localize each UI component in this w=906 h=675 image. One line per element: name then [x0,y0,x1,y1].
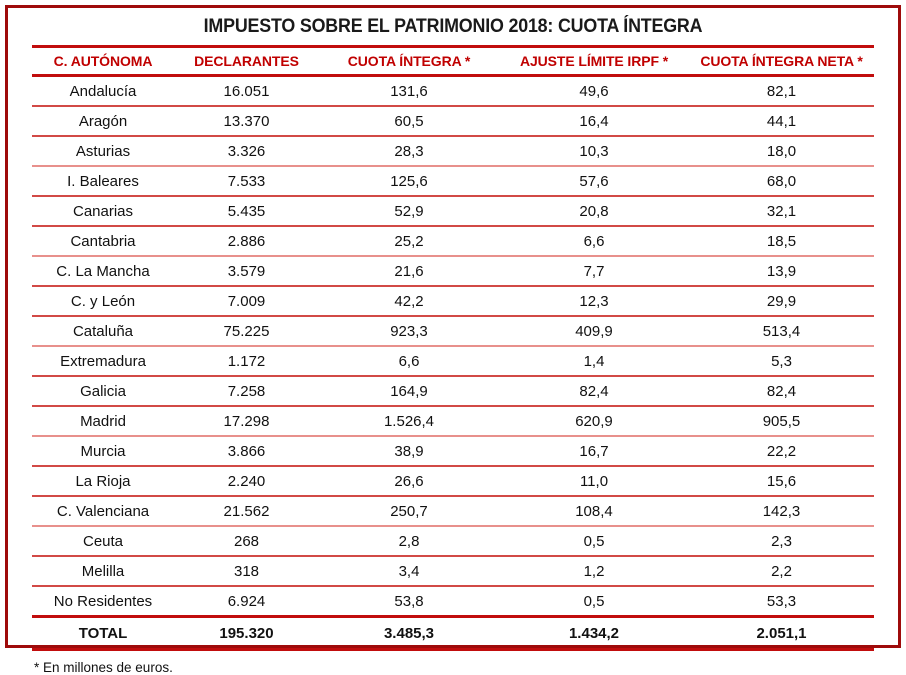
cell-cuota-integra: 164,9 [319,376,499,406]
table-row [32,346,874,376]
cell-cuota-integra-neta: 82,1 [689,76,874,107]
cell-cuota-integra: 250,7 [319,496,499,526]
cell-cuota-integra: 25,2 [319,226,499,256]
cell-cuota-integra-neta: 29,9 [689,286,874,316]
table-row [32,196,874,226]
footnote: * En millones de euros. [34,660,173,675]
cell-ajuste-limite-irpf: 1,4 [499,346,689,376]
data-table [32,45,874,651]
cell-declarantes: 6.924 [174,586,319,617]
table-body [32,76,874,617]
cell-comunidad: Melilla [32,556,174,586]
column-header-cuota-integra-neta: CUOTA ÍNTEGRA NETA * [689,47,874,76]
cell-ajuste-limite-irpf: 409,9 [499,316,689,346]
cell-cuota-integra-neta: 32,1 [689,196,874,226]
cell-comunidad: Extremadura [32,346,174,376]
cell-declarantes: 1.172 [174,346,319,376]
cell-cuota-integra: 60,5 [319,106,499,136]
cell-cuota-integra-neta: 513,4 [689,316,874,346]
cell-cuota-integra-neta: 15,6 [689,466,874,496]
column-header-comunidad: C. AUTÓNOMA [32,47,174,76]
cell-declarantes: 2.240 [174,466,319,496]
cell-declarantes: 21.562 [174,496,319,526]
cell-ajuste-limite-irpf: 620,9 [499,406,689,436]
total-row [32,617,874,650]
cell-ajuste-limite-irpf: 16,7 [499,436,689,466]
cell-ajuste-limite-irpf: 11,0 [499,466,689,496]
cell-ajuste-limite-irpf: 10,3 [499,136,689,166]
column-header-declarantes: DECLARANTES [174,47,319,76]
cell-cuota-integra: 3,4 [319,556,499,586]
cell-cuota-integra: 2,8 [319,526,499,556]
cell-declarantes: 3.579 [174,256,319,286]
table-row [32,436,874,466]
cell-cuota-integra-neta: 53,3 [689,586,874,617]
cell-cuota-integra: 1.526,4 [319,406,499,436]
cell-cuota-integra-neta: 2,3 [689,526,874,556]
cell-declarantes: 17.298 [174,406,319,436]
cell-comunidad: Aragón [32,106,174,136]
cell-cuota-integra: 26,6 [319,466,499,496]
cell-cuota-integra: 131,6 [319,76,499,107]
cell-declarantes: 13.370 [174,106,319,136]
table-row [32,406,874,436]
cell-cuota-integra-neta: 18,0 [689,136,874,166]
cell-cuota-integra-neta: 82,4 [689,376,874,406]
table-row [32,526,874,556]
cell-ajuste-limite-irpf: 12,3 [499,286,689,316]
cell-cuota-integra-neta: 905,5 [689,406,874,436]
cell-cuota-integra-neta: 2,2 [689,556,874,586]
total-label: TOTAL [32,617,174,650]
cell-comunidad: Asturias [32,136,174,166]
cell-declarantes: 16.051 [174,76,319,107]
cell-ajuste-limite-irpf: 108,4 [499,496,689,526]
cell-declarantes: 2.886 [174,226,319,256]
cell-comunidad: La Rioja [32,466,174,496]
cell-declarantes: 5.435 [174,196,319,226]
cell-ajuste-limite-irpf: 16,4 [499,106,689,136]
cell-comunidad: I. Baleares [32,166,174,196]
table-row [32,316,874,346]
table-footer [32,617,874,650]
cell-declarantes: 268 [174,526,319,556]
cell-declarantes: 3.866 [174,436,319,466]
table-header [32,47,874,76]
table-row [32,226,874,256]
page-title: IMPUESTO SOBRE EL PATRIMONIO 2018: CUOTA ÍNTEGRA [203,16,703,37]
table-row [32,136,874,166]
cell-cuota-integra: 6,6 [319,346,499,376]
table-row [32,466,874,496]
total-declarantes: 195.320 [174,617,319,650]
cell-ajuste-limite-irpf: 82,4 [499,376,689,406]
cell-comunidad: Cantabria [32,226,174,256]
cell-cuota-integra: 53,8 [319,586,499,617]
cell-ajuste-limite-irpf: 0,5 [499,586,689,617]
cell-declarantes: 3.326 [174,136,319,166]
cell-cuota-integra: 21,6 [319,256,499,286]
cell-comunidad: Ceuta [32,526,174,556]
cell-cuota-integra-neta: 5,3 [689,346,874,376]
cell-ajuste-limite-irpf: 20,8 [499,196,689,226]
cell-ajuste-limite-irpf: 6,6 [499,226,689,256]
cell-cuota-integra-neta: 142,3 [689,496,874,526]
table-row [32,286,874,316]
table-row [32,376,874,406]
total-cuota-integra: 3.485,3 [319,617,499,650]
cell-declarantes: 7.533 [174,166,319,196]
cell-comunidad: Madrid [32,406,174,436]
cell-comunidad: Andalucía [32,76,174,107]
cell-cuota-integra-neta: 44,1 [689,106,874,136]
table-row [32,586,874,617]
cell-cuota-integra: 52,9 [319,196,499,226]
cell-ajuste-limite-irpf: 1,2 [499,556,689,586]
column-header-ajuste-limite-irpf: AJUSTE LÍMITE IRPF * [499,47,689,76]
table-row [32,496,874,526]
cell-cuota-integra-neta: 13,9 [689,256,874,286]
cell-comunidad: C. La Mancha [32,256,174,286]
cell-declarantes: 318 [174,556,319,586]
cell-ajuste-limite-irpf: 0,5 [499,526,689,556]
table-row [32,256,874,286]
cell-cuota-integra: 38,9 [319,436,499,466]
cell-cuota-integra: 42,2 [319,286,499,316]
cell-cuota-integra-neta: 22,2 [689,436,874,466]
cell-ajuste-limite-irpf: 57,6 [499,166,689,196]
cell-comunidad: C. Valenciana [32,496,174,526]
cell-cuota-integra-neta: 18,5 [689,226,874,256]
cell-declarantes: 7.258 [174,376,319,406]
cell-cuota-integra: 125,6 [319,166,499,196]
cell-comunidad: Murcia [32,436,174,466]
table-row [32,166,874,196]
cell-cuota-integra: 28,3 [319,136,499,166]
table-row [32,76,874,107]
cell-cuota-integra: 923,3 [319,316,499,346]
cell-declarantes: 7.009 [174,286,319,316]
cell-comunidad: No Residentes [32,586,174,617]
cell-ajuste-limite-irpf: 7,7 [499,256,689,286]
table-row [32,556,874,586]
cell-comunidad: Canarias [32,196,174,226]
total-cuota-integra-neta: 2.051,1 [689,617,874,650]
cell-comunidad: Cataluña [32,316,174,346]
column-header-cuota-integra: CUOTA ÍNTEGRA * [319,47,499,76]
cell-comunidad: Galicia [32,376,174,406]
total-ajuste-limite-irpf: 1.434,2 [499,617,689,650]
table-header-row [32,47,874,76]
cell-declarantes: 75.225 [174,316,319,346]
table-row [32,106,874,136]
cell-ajuste-limite-irpf: 49,6 [499,76,689,107]
cell-comunidad: C. y León [32,286,174,316]
cell-cuota-integra-neta: 68,0 [689,166,874,196]
